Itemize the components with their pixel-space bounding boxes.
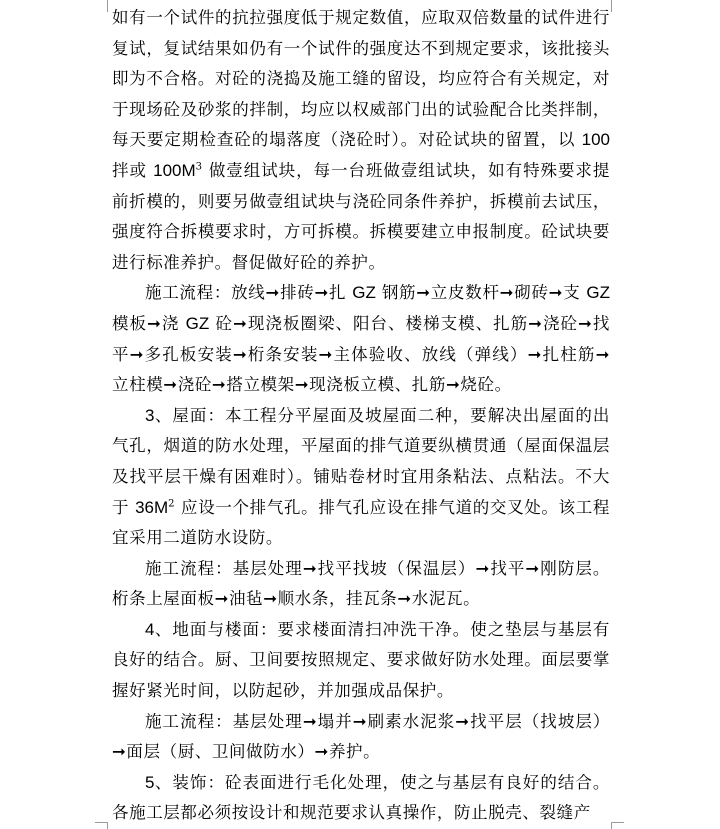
text-run: GZ bbox=[586, 283, 610, 303]
text-run: 、屋面：本工程分平屋面及坡屋面二种，要解决出屋面的出气孔，烟道的防水处理，平屋面的排气道要纵横贯通（屋面保温层及找平层干燥有困难时）。铺贴卷材时宜用条粘法、点粘法。不大于 bbox=[112, 405, 610, 517]
paragraph-4 bbox=[112, 554, 610, 615]
text-run: 钢筋➞立皮数杆➞砌砖➞支 bbox=[375, 283, 587, 303]
text-run: GZ bbox=[185, 313, 210, 333]
text-run: 拌或 bbox=[112, 160, 154, 180]
text-run: 模板➞浇 bbox=[112, 313, 186, 333]
text-run: GZ bbox=[352, 283, 376, 303]
document-body bbox=[112, 3, 610, 829]
text-run: 100 bbox=[581, 130, 610, 150]
text-run: 施工流程：基层处理➞塌并➞刷素水泥浆➞找平层（找坡层）➞面层（厨、卫间做防水）➞养护。 bbox=[112, 711, 610, 762]
paragraph-6 bbox=[112, 707, 610, 768]
paragraph-5 bbox=[112, 615, 610, 707]
superscript: 2 bbox=[168, 498, 176, 509]
text-run: 应设一个排气孔。排气孔应设在排气道的交叉处。该工程宜采用二道防水设防。 bbox=[112, 497, 610, 548]
text-run: 做壹组试块，每一台班做壹组试块，如有特殊要求提前折模的，则要另做壹组试块与浇砼同条件养护，拆模前去试压，强度符合拆模要求时，方可拆模。拆模要建立申报制度。砼试块要进行标准养护。督促做好砼的养护。 bbox=[112, 160, 610, 272]
text-run: 施工流程：放线➞排砖➞扎 bbox=[145, 283, 353, 303]
text-run: 4 bbox=[145, 619, 155, 639]
margin-mark-bottom-left bbox=[95, 822, 108, 829]
text-run: 5 bbox=[145, 772, 155, 792]
text-run: 100M bbox=[153, 160, 196, 180]
text-run: 、地面与楼面：要求楼面清扫冲洗干净。使之垫层与基层有良好的结合。厨、卫间要按照规定、要求做好防水处理。面层要掌握好紧光时间，以防起砂，并加强成品保护。 bbox=[112, 619, 610, 701]
text-run: 施工流程：基层处理➞找平找坡（保温层）➞找平➞刚防层。桁条上屋面板➞油毡➞顺水条，挂瓦条➞水泥瓦。 bbox=[112, 558, 610, 609]
paragraph-7 bbox=[112, 768, 610, 829]
text-run: 、装饰：砼表面进行毛化处理，使之与基层有良好的结合。各施工层都必须按设计和规范要求认真操作，防止脱壳、裂缝产 bbox=[112, 772, 610, 823]
text-run: 砼➞现浇板圈梁、阳台、楼梯支模、扎筋➞浇砼➞找平➞多孔板安装➞桁条安装➞主体验收、放线（弹线）➞扎柱筋➞立柱模➞浇砼➞搭立模架➞现浇板立模、扎筋➞烧砼。 bbox=[112, 313, 611, 395]
text-run: 36M bbox=[135, 497, 169, 517]
paragraph-3 bbox=[112, 401, 610, 554]
paragraph-1 bbox=[112, 3, 610, 278]
superscript: 3 bbox=[195, 161, 203, 173]
paragraph-2 bbox=[112, 278, 610, 400]
margin-mark-bottom-right bbox=[611, 822, 624, 829]
text-run: 如有一个试件的抗拉强度低于规定数值，应取双倍数量的试件进行复试，复试结果如仍有一个试件的强度达不到规定要求，该批接头即为不合格。对砼的浇捣及施工缝的留设，均应符合有关规定，对于现场砼及砂浆的拌制，均应以权威部门出的试验配合比类拌制，每天要定期检查砼的塌落度（浇砼时）。对砼试块的留置，以 bbox=[112, 8, 610, 150]
margin-mark-top-right bbox=[611, 0, 624, 12]
text-run: 3 bbox=[145, 405, 155, 425]
margin-mark-top-left bbox=[95, 0, 108, 12]
